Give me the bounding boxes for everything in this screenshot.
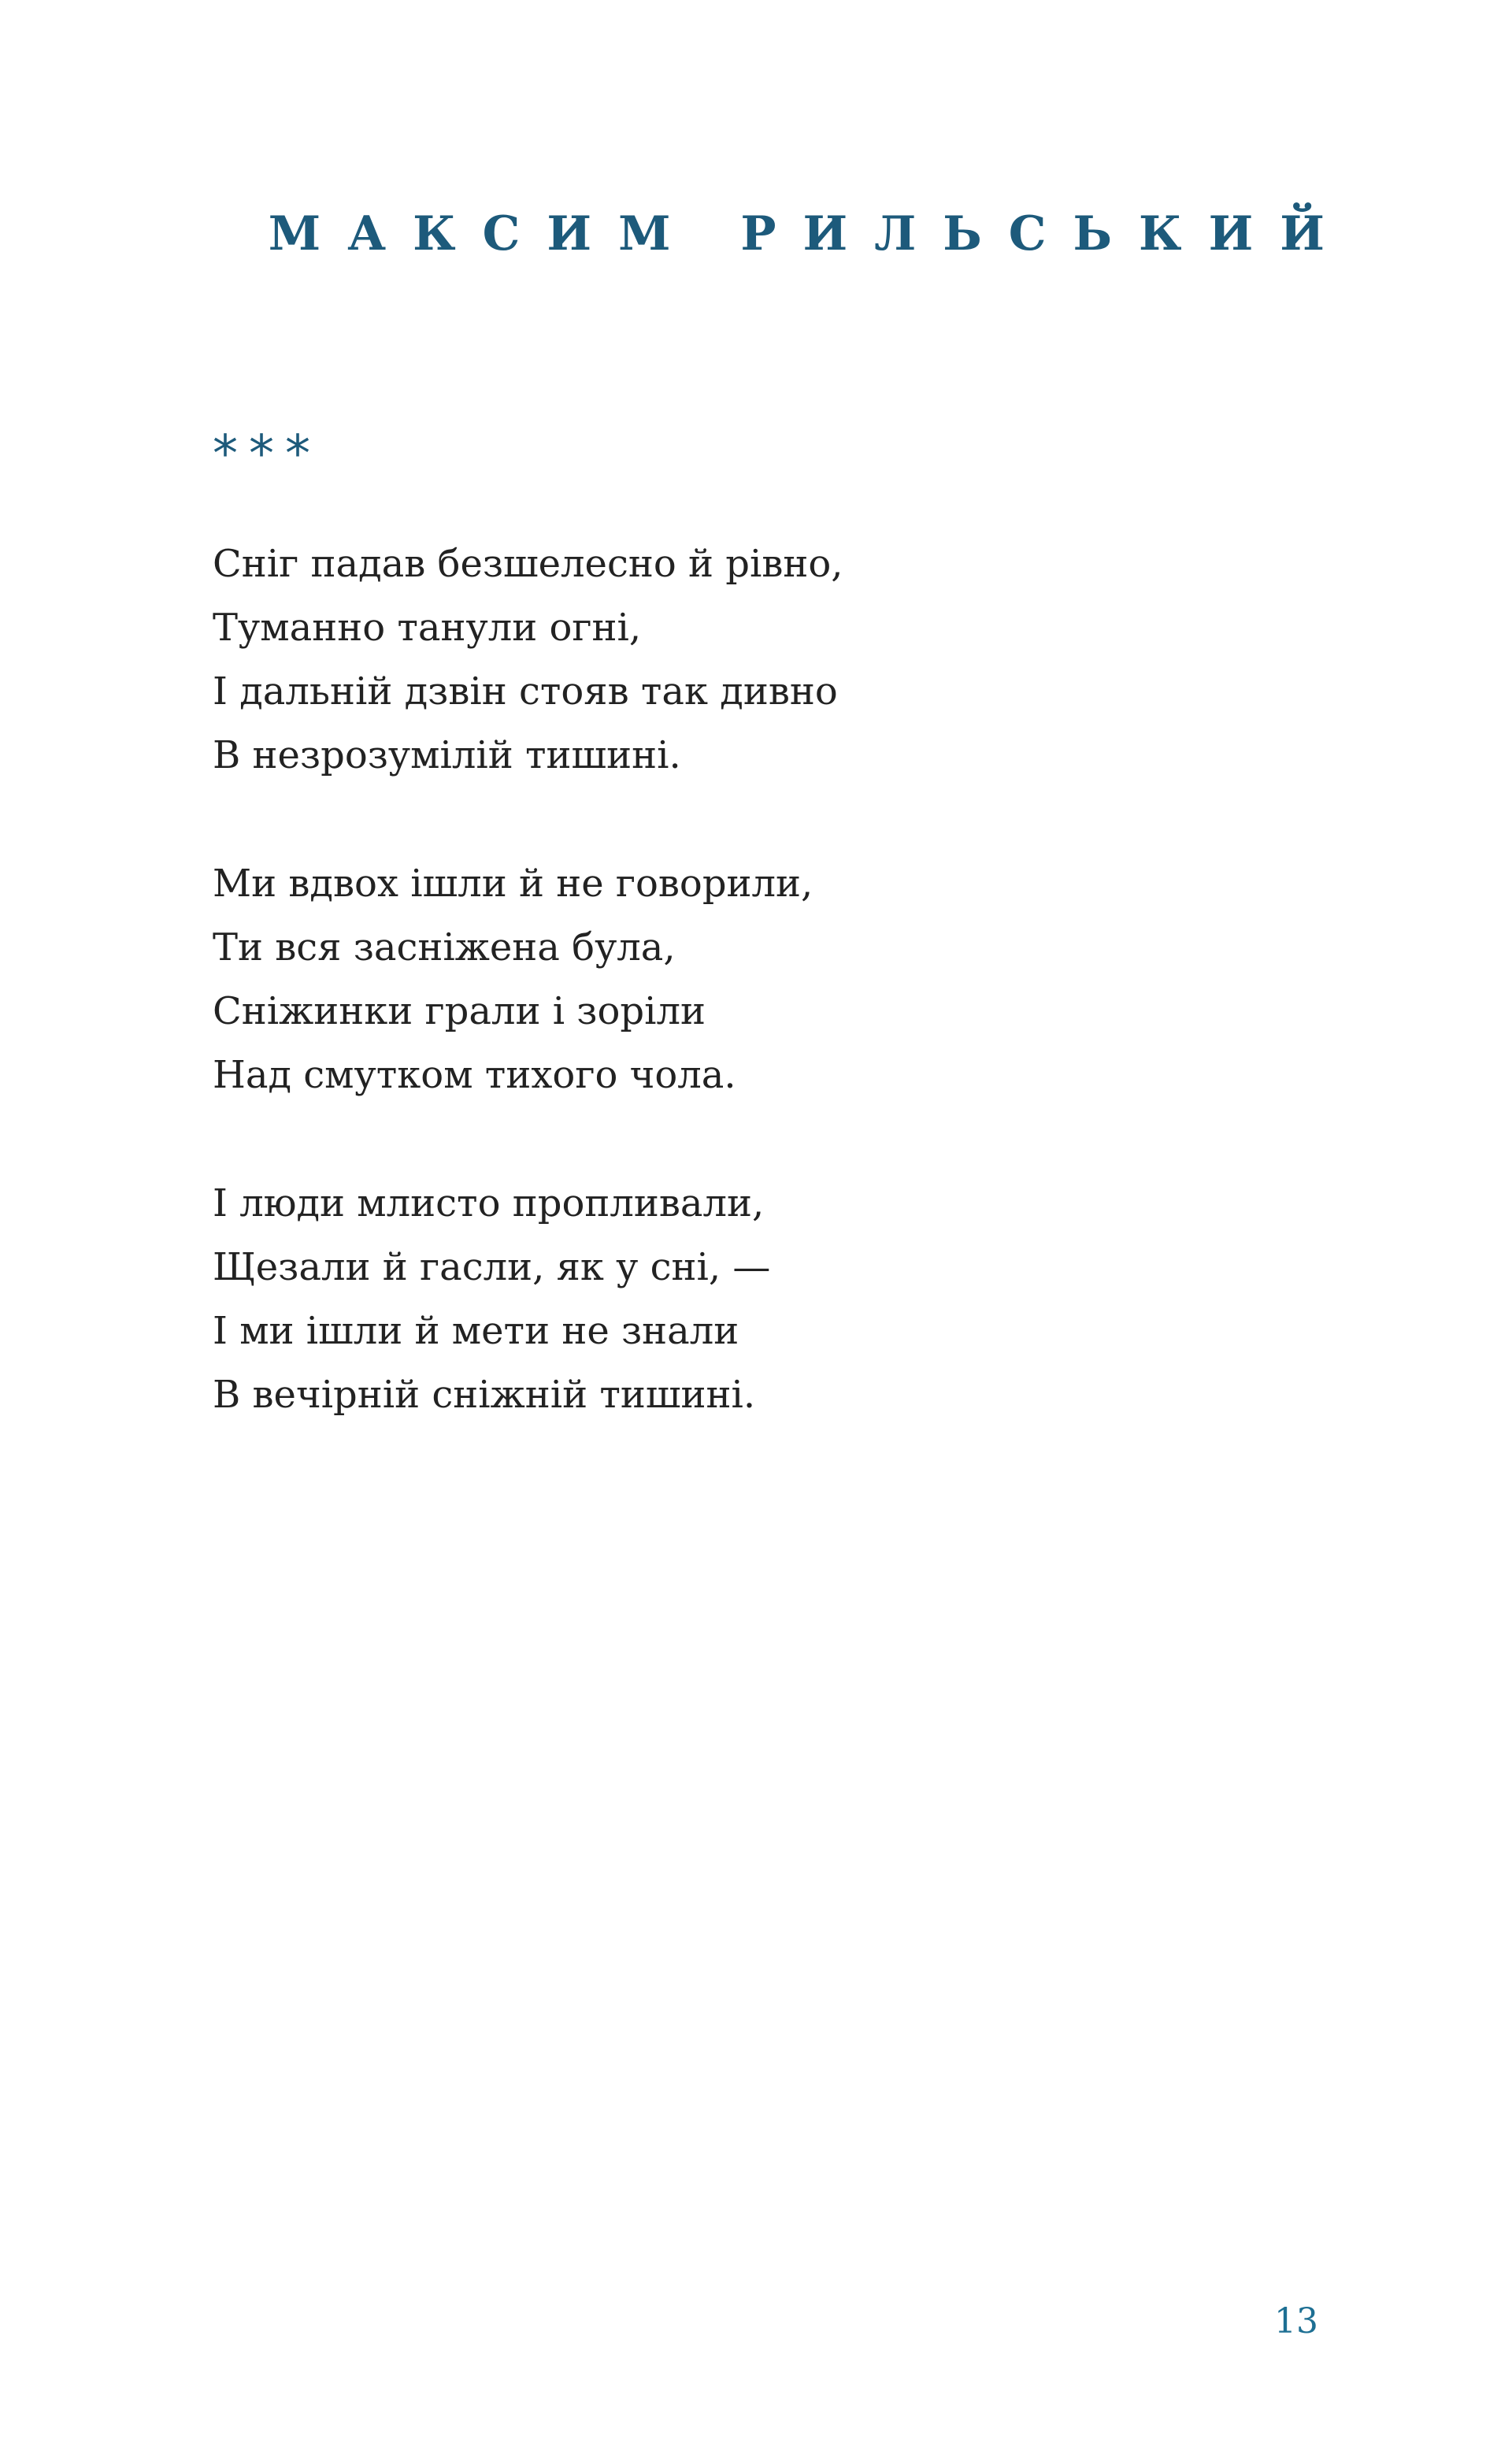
poem-line: В вечірній сніжній тишині.	[213, 1373, 756, 1417]
stanza-1	[213, 532, 843, 788]
poem-line: І люди млисто пропливали,	[213, 1181, 765, 1225]
poem-line: Ми вдвох ішли й не говорили,	[213, 862, 813, 906]
poem-line: Ти вся засніжена була,	[213, 925, 676, 969]
poem-line: Сніг падав безшелесно й рівно,	[213, 542, 843, 586]
stanza-2	[213, 852, 843, 1107]
section-separator: ***	[213, 425, 321, 484]
poem-line: І дальній дзвін стояв так дивно	[213, 669, 838, 714]
page-number: 13	[1274, 2301, 1318, 2341]
stanza-3	[213, 1172, 843, 1427]
poem-line: Сніжинки грали і зоріли	[213, 989, 706, 1033]
poem-line: В незрозумілій тишині.	[213, 733, 681, 777]
author-heading: МАКСИМ РИЛЬСЬКИЙ	[268, 206, 1351, 261]
poem-line: Туманно танули огні,	[213, 606, 642, 650]
poem-line: Над смутком тихого чола.	[213, 1053, 736, 1097]
poem-line: І ми ішли й мети не знали	[213, 1309, 739, 1353]
poem	[213, 532, 843, 1492]
poem-line: Щезали й гасли, як у сні, —	[213, 1245, 771, 1289]
